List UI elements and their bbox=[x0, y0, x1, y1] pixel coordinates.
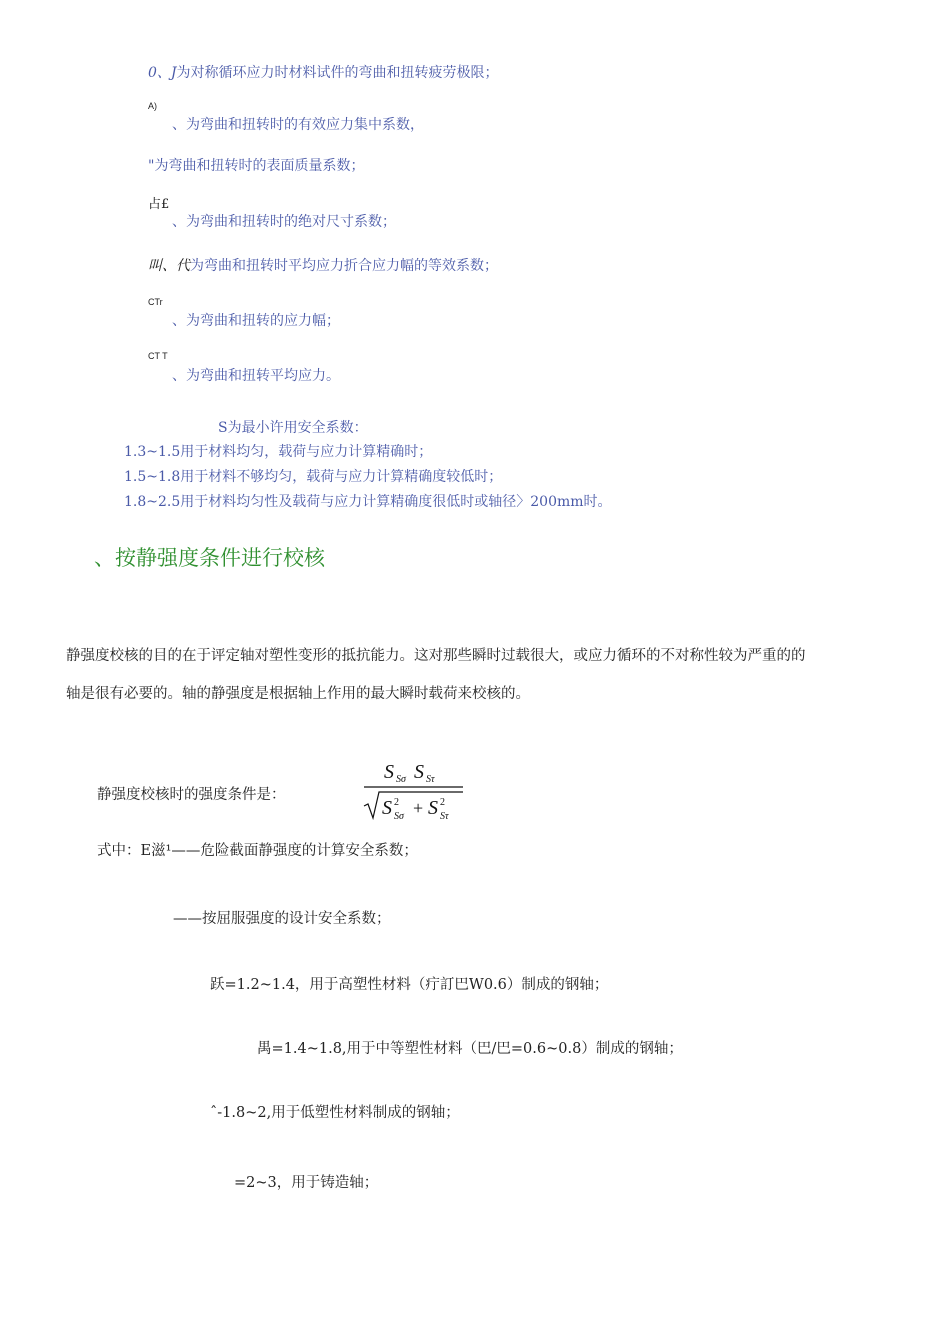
safety-factor-item: 1.8~2.5用于材料均匀性及载荷与应力计算精确度很低时或轴径〉200mm时。 bbox=[124, 494, 612, 510]
definition-equivalent-factor bbox=[148, 255, 498, 275]
material-case: =2~3，用于铸造轴； bbox=[234, 1175, 379, 1191]
formula-graphic bbox=[362, 758, 466, 824]
safety-factor-title: S为最小许用安全系数： bbox=[218, 420, 368, 436]
svg-text:Sτ: Sτ bbox=[426, 774, 435, 785]
yield-factor-line: ——按屈服强度的设计安全系数； bbox=[173, 911, 391, 927]
symbol: " bbox=[148, 158, 155, 174]
safety-factor-item: 1.5~1.8用于材料不够均匀，载荷与应力计算精确度较低时； bbox=[124, 469, 503, 485]
symbol-label: A) bbox=[148, 101, 157, 111]
definition-text: 为弯曲和扭转时平均应力折合应力幅的等效系数； bbox=[190, 258, 498, 274]
svg-text:2: 2 bbox=[440, 797, 445, 808]
paragraph-line: 轴是很有必要的。轴的静强度是根据轴上作用的最大瞬时载荷来校核的。 bbox=[66, 686, 530, 702]
svg-text:Sσ: Sσ bbox=[394, 811, 404, 822]
material-case: 禺=1.4~1.8,用于中等塑性材料（巴/巴=0.6~0.8）制成的钢轴； bbox=[257, 1041, 683, 1057]
section-heading: 、按静强度条件进行校核 bbox=[94, 546, 325, 570]
svg-text:S: S bbox=[414, 761, 424, 783]
svg-text:S: S bbox=[428, 797, 438, 819]
definition-surface-quality bbox=[148, 155, 364, 175]
definition-mean-stress: 、为弯曲和扭转平均应力。 bbox=[172, 368, 340, 384]
paragraph-line: 静强度校核的目的在于评定轴对塑性变形的抵抗能力。这对那些瞬时过载很大，或应力循环的不对称性较为严重的的 bbox=[66, 648, 806, 664]
symbol-label: 占£ bbox=[148, 197, 170, 212]
symbol-label: CTr bbox=[148, 297, 163, 307]
definition-text: 为对称循环应力时材料试件的弯曲和扭转疲劳极限； bbox=[176, 65, 499, 81]
svg-text:Sσ: Sσ bbox=[396, 774, 406, 785]
definition-stress-amplitude: 、为弯曲和扭转的应力幅； bbox=[172, 313, 340, 329]
material-case: ˆ-1.8~2,用于低塑性材料制成的钢轴； bbox=[210, 1105, 460, 1121]
svg-text:S: S bbox=[382, 797, 392, 819]
svg-text:S: S bbox=[384, 761, 394, 783]
definition-stress-concentration: 、为弯曲和扭转时的有效应力集中系数， bbox=[172, 117, 424, 133]
definition-size-factor: 、为弯曲和扭转时的绝对尺寸系数； bbox=[172, 214, 396, 230]
symbol: 0、J bbox=[148, 65, 177, 81]
condition-label: 静强度校核时的强度条件是： bbox=[97, 787, 286, 803]
svg-text:2: 2 bbox=[394, 797, 399, 808]
svg-text:Sτ: Sτ bbox=[440, 811, 449, 822]
material-case: 跃=1.2~1.4，用于高塑性材料（疔訂巴W0.6）制成的钢轴； bbox=[210, 977, 609, 993]
definition-text: 为弯曲和扭转时的表面质量系数； bbox=[154, 158, 365, 174]
where-line: 式中：E滋¹——危险截面静强度的计算安全系数； bbox=[97, 843, 418, 859]
symbol-label: CT T bbox=[148, 351, 168, 361]
definition-fatigue-limit bbox=[148, 62, 499, 82]
safety-factor-item: 1.3~1.5用于材料均匀，载荷与应力计算精确时； bbox=[124, 444, 433, 460]
strength-formula bbox=[362, 758, 466, 824]
svg-text:+: + bbox=[413, 798, 424, 818]
symbol: 叫、代 bbox=[148, 258, 190, 274]
